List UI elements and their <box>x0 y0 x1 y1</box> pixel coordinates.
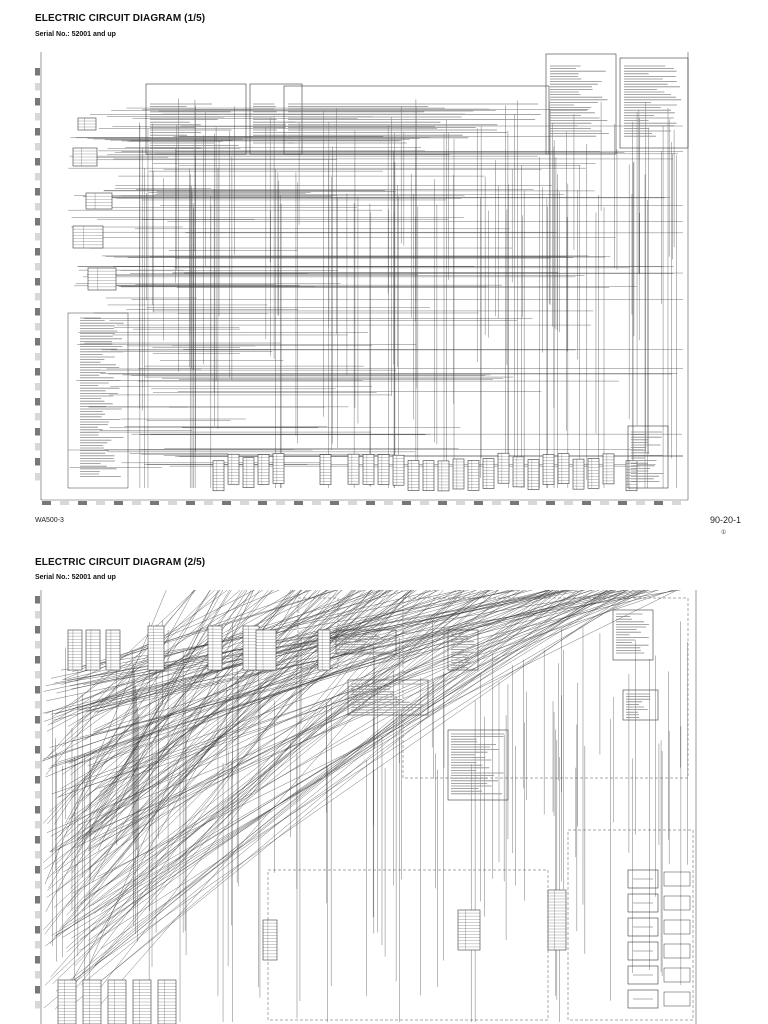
drawing-2-bottom-connectors <box>58 890 566 1024</box>
circuit-diagram-2-drawing <box>28 590 698 1024</box>
drawing-2-frame <box>41 590 696 1024</box>
circuit-diagram-1 <box>28 48 698 514</box>
diagram-1-title: ELECTRIC CIRCUIT DIAGRAM (1/5) <box>35 13 206 24</box>
drawing-2-component-blocks <box>68 610 658 800</box>
circuit-diagram-1-drawing <box>28 48 698 514</box>
drawing-1-horizontal-wires <box>68 108 683 467</box>
diagram-1-serial: Serial No.: 52001 and up <box>35 31 116 38</box>
revision-mark: ① <box>721 530 727 536</box>
drawing-2-zone-ruler-left <box>35 596 40 1009</box>
page-number: 90-20-1 <box>710 515 742 525</box>
model-code: WA500-3 <box>35 517 64 524</box>
drawing-2-relay-blocks <box>628 870 690 1008</box>
drawing-1-left-connectors <box>68 118 128 488</box>
diagram-2-serial: Serial No.: 52001 and up <box>35 574 116 581</box>
drawing-1-zone-ruler-bottom <box>42 501 681 505</box>
drawing-1-zone-ruler-left <box>35 68 40 481</box>
circuit-diagram-2 <box>28 590 698 1024</box>
diagram-2-title: ELECTRIC CIRCUIT DIAGRAM (2/5) <box>35 557 206 568</box>
drawing-1-vertical-wires <box>140 99 677 488</box>
